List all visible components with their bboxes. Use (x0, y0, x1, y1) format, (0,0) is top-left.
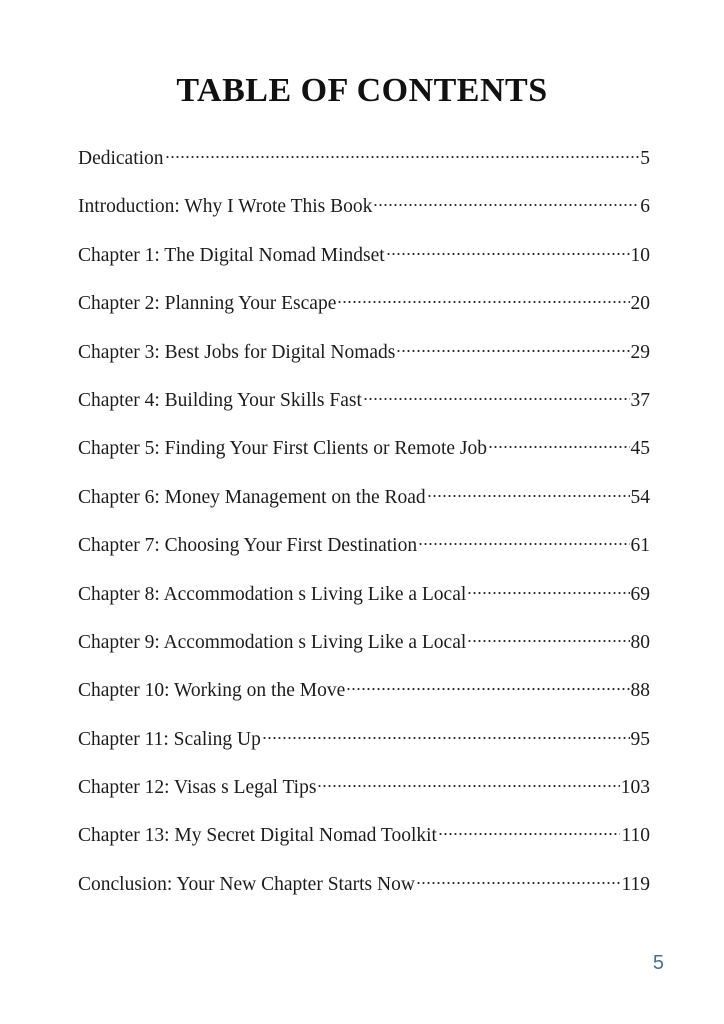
toc-entry-page: 69 (630, 583, 650, 605)
toc-entry-title: Chapter 8: Accommodation s Living Like a Local (78, 583, 467, 605)
toc-entry-title: Chapter 13: My Secret Digital Nomad Toolkit (78, 825, 437, 847)
dot-leader (317, 783, 619, 789)
toc-entry-chapter-9 (78, 624, 650, 672)
toc-entry-page: 61 (630, 535, 650, 557)
toc-entry-title: Chapter 10: Working on the Move (78, 680, 346, 702)
dot-leader (262, 735, 630, 741)
toc-entry-title: Introduction: Why I Wrote This Book (78, 196, 373, 218)
toc-entry-page: 37 (630, 389, 650, 411)
dot-leader (373, 202, 639, 208)
toc-entry-page: 6 (640, 196, 650, 218)
toc-entry-page: 95 (630, 728, 650, 750)
toc-entry-chapter-10 (78, 672, 650, 720)
toc-entry-page: 80 (630, 631, 650, 653)
toc-entry-chapter-8 (78, 576, 650, 624)
dot-leader (467, 590, 629, 596)
toc-entry-conclusion (78, 866, 650, 914)
toc-entry-title: Chapter 5: Finding Your First Clients or Remote Job (78, 438, 487, 460)
toc-entry-chapter-7 (78, 527, 650, 575)
toc-entry-chapter-6 (78, 479, 650, 527)
page-number: 5 (652, 952, 664, 974)
toc-entry-page: 54 (630, 486, 650, 508)
toc-entry-title: Chapter 11: Scaling Up (78, 728, 261, 750)
toc-entry-page: 20 (630, 293, 650, 315)
toc-entry-title: Chapter 9: Accommodation s Living Like a Local (78, 631, 467, 653)
toc-entry-page: 29 (630, 341, 650, 363)
toc-entry-page: 10 (630, 244, 650, 266)
dot-leader (386, 251, 630, 257)
toc-entry-page: 103 (620, 777, 650, 799)
toc-entry-chapter-1 (78, 237, 650, 285)
toc-entry-title: Conclusion: Your New Chapter Starts Now (78, 873, 415, 895)
toc-entry-chapter-5 (78, 430, 650, 478)
toc-entry-chapter-13 (78, 817, 650, 865)
toc-entry-page: 45 (630, 438, 650, 460)
toc-entry-title: Chapter 6: Money Management on the Road (78, 486, 426, 508)
dot-leader (427, 493, 630, 499)
dot-leader (418, 541, 629, 547)
table-of-contents (78, 140, 650, 914)
dot-leader (337, 299, 629, 305)
toc-entry-title: Chapter 12: Visas s Legal Tips (78, 777, 317, 799)
toc-entry-page: 88 (630, 680, 650, 702)
toc-entry-chapter-4 (78, 382, 650, 430)
dot-leader (346, 686, 629, 692)
toc-entry-title: Chapter 1: The Digital Nomad Mindset (78, 244, 385, 266)
toc-entry-chapter-12 (78, 769, 650, 817)
page-title: TABLE OF CONTENTS (176, 72, 548, 109)
toc-entry-dedication (78, 140, 650, 188)
dot-leader (438, 831, 620, 837)
dot-leader (416, 880, 621, 886)
toc-entry-page: 5 (640, 148, 650, 169)
toc-entry-title: Chapter 3: Best Jobs for Digital Nomads (78, 341, 396, 363)
toc-entry-introduction (78, 188, 650, 236)
toc-entry-page: 119 (621, 873, 650, 895)
toc-entry-chapter-11 (78, 721, 650, 769)
dot-leader (488, 444, 630, 450)
toc-entry-title: Chapter 4: Building Your Skills Fast (78, 389, 362, 411)
dot-leader (165, 154, 640, 160)
toc-entry-title: Chapter 2: Planning Your Escape (78, 293, 337, 315)
toc-entry-page: 110 (621, 825, 650, 847)
dot-leader (396, 348, 629, 354)
toc-entry-title: Dedication (78, 148, 164, 169)
dot-leader (363, 396, 630, 402)
toc-entry-title: Chapter 7: Choosing Your First Destination (78, 535, 418, 557)
toc-entry-chapter-3 (78, 334, 650, 382)
toc-entry-chapter-2 (78, 285, 650, 333)
dot-leader (467, 638, 629, 644)
